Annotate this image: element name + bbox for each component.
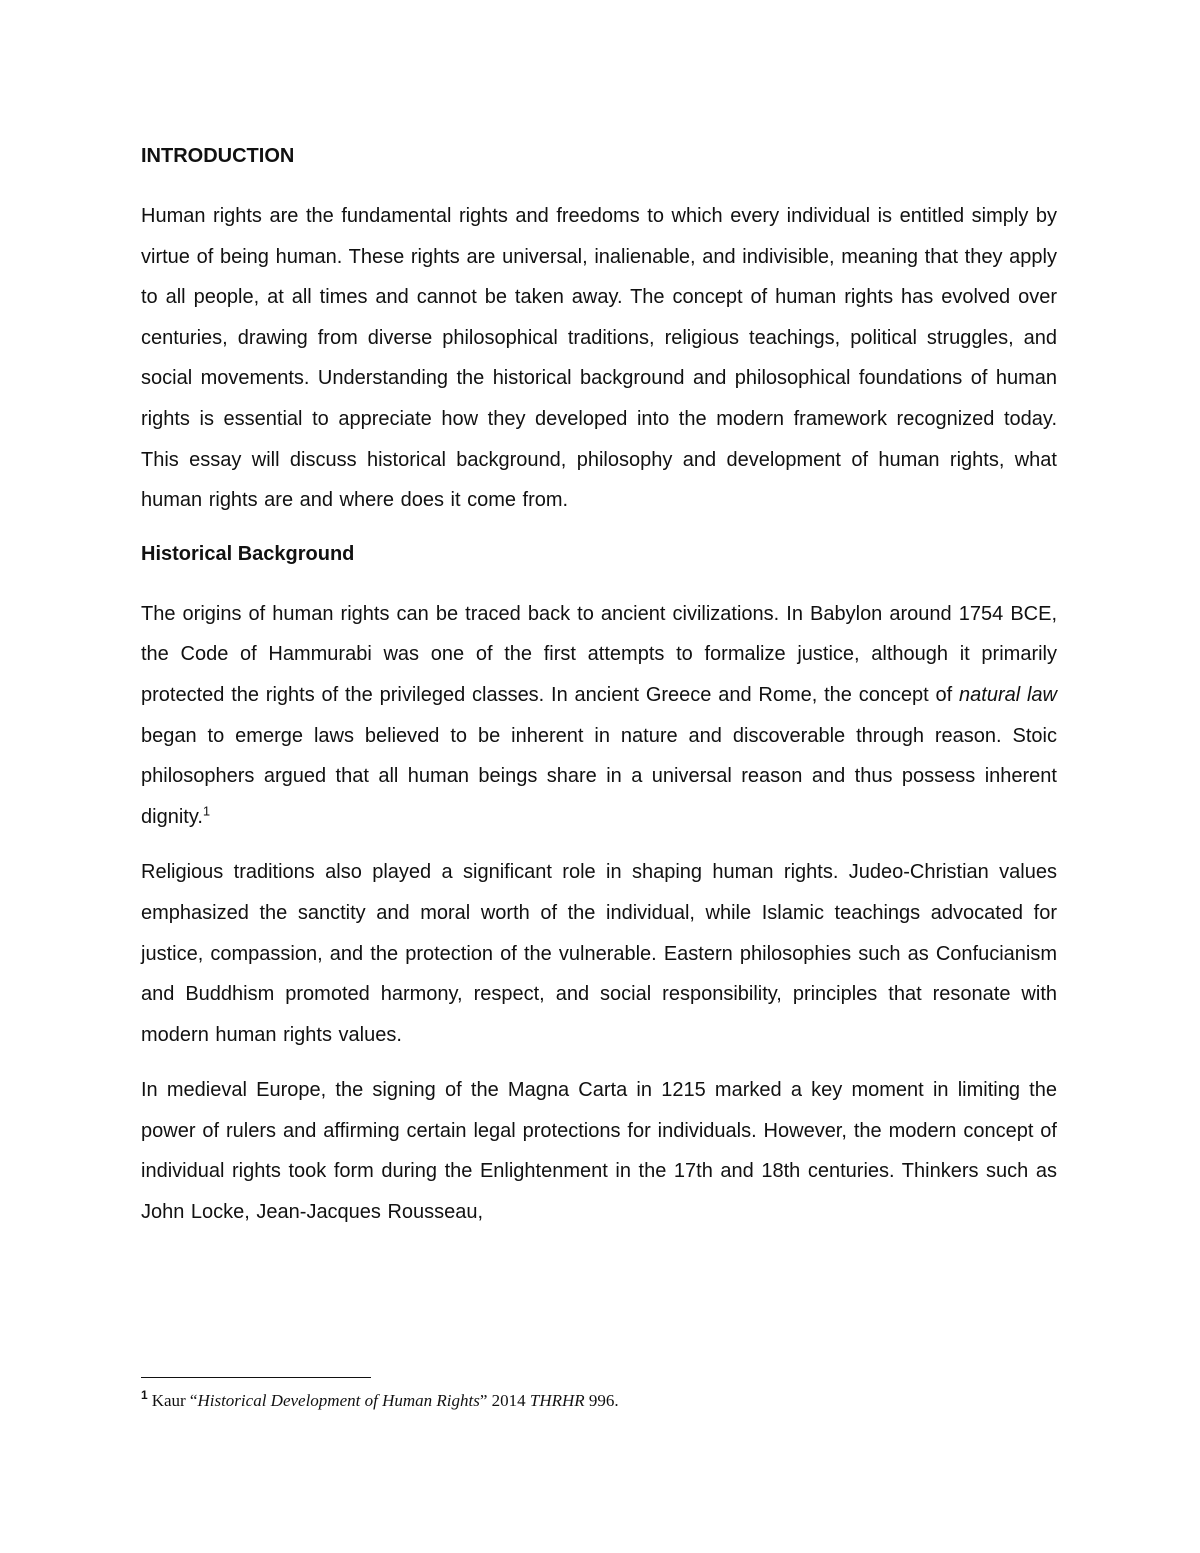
footnote-year: 2014 xyxy=(491,1391,526,1410)
page-title: INTRODUCTION xyxy=(141,145,295,167)
footnote-author: Kaur xyxy=(151,1391,186,1410)
history-paragraph-2: Religious traditions also played a significant role in shaping human rights. Judeo-Christian values emphasized the sanctity and moral worth of the individual, while Islamic teachings advocated for justice, compassion, and the protection of the vulnerable. Eastern philosophies such as Confucianism and Buddhism promoted harmony, respect, and social responsibility, principles that resonate with modern human rights values. xyxy=(141,861,1057,1046)
history-paragraph-3: In medieval Europe, the signing of the Magna Carta in 1215 marked a key moment in limiting the power of rulers and affirming certain legal protections for individuals. However, the modern concept of individual rights took form during the Enlightenment in the 17th and 18th centuries. Thinkers such as John Locke, Jean-Jacques Rousseau, xyxy=(141,1079,1057,1224)
footnote-marker: 1 xyxy=(141,1388,148,1403)
footnote-title: Historical Development of Human Rights xyxy=(197,1391,480,1410)
natural-law-term: natural law xyxy=(959,683,1057,706)
history-paragraph-1 xyxy=(141,594,1057,838)
footnote-open-quote: “ xyxy=(189,1391,198,1410)
footnote-close-quote: ” xyxy=(479,1391,488,1410)
history-p1-text-a: The origins of human rights can be traced back to ancient civilizations. In Babylon around 1754 BCE, the Code of Hammurabi was one of the first attempts to formalize justice, although it primarily protected the rights of the privileged classes. In ancient Greece and Rome, the concept of xyxy=(141,602,1057,706)
history-p1-text-b: began to emerge laws believed to be inherent in nature and discoverable through reason. Stoic philosophers argued that all human beings share in a universal reason and thus possess inherent dignity. xyxy=(141,724,1057,828)
section-heading-historical-background: Historical Background xyxy=(141,542,355,565)
footnote-separator xyxy=(141,1377,371,1378)
document-body xyxy=(141,138,1057,1233)
footnote xyxy=(141,1388,619,1414)
footnote-reference[interactable]: 1 xyxy=(202,803,211,819)
intro-paragraph: Human rights are the fundamental rights and freedoms to which every individual is entitled simply by virtue of being human. These rights are universal, inalienable, and indivisible, meaning that they apply to all people, at all times and cannot be taken away. The concept of human rights has evolved over centuries, drawing from diverse philosophical traditions, religious teachings, political struggles, and social movements. Understanding the historical background and philosophical foundations of human rights is essential to appreciate how they developed into the modern framework recognized today. This essay will discuss historical background, philosophy and development of human rights, what human rights are and where does it come from. xyxy=(141,205,1057,512)
footnote-journal: THRHR xyxy=(529,1391,585,1410)
footnote-page: 996. xyxy=(588,1391,619,1410)
